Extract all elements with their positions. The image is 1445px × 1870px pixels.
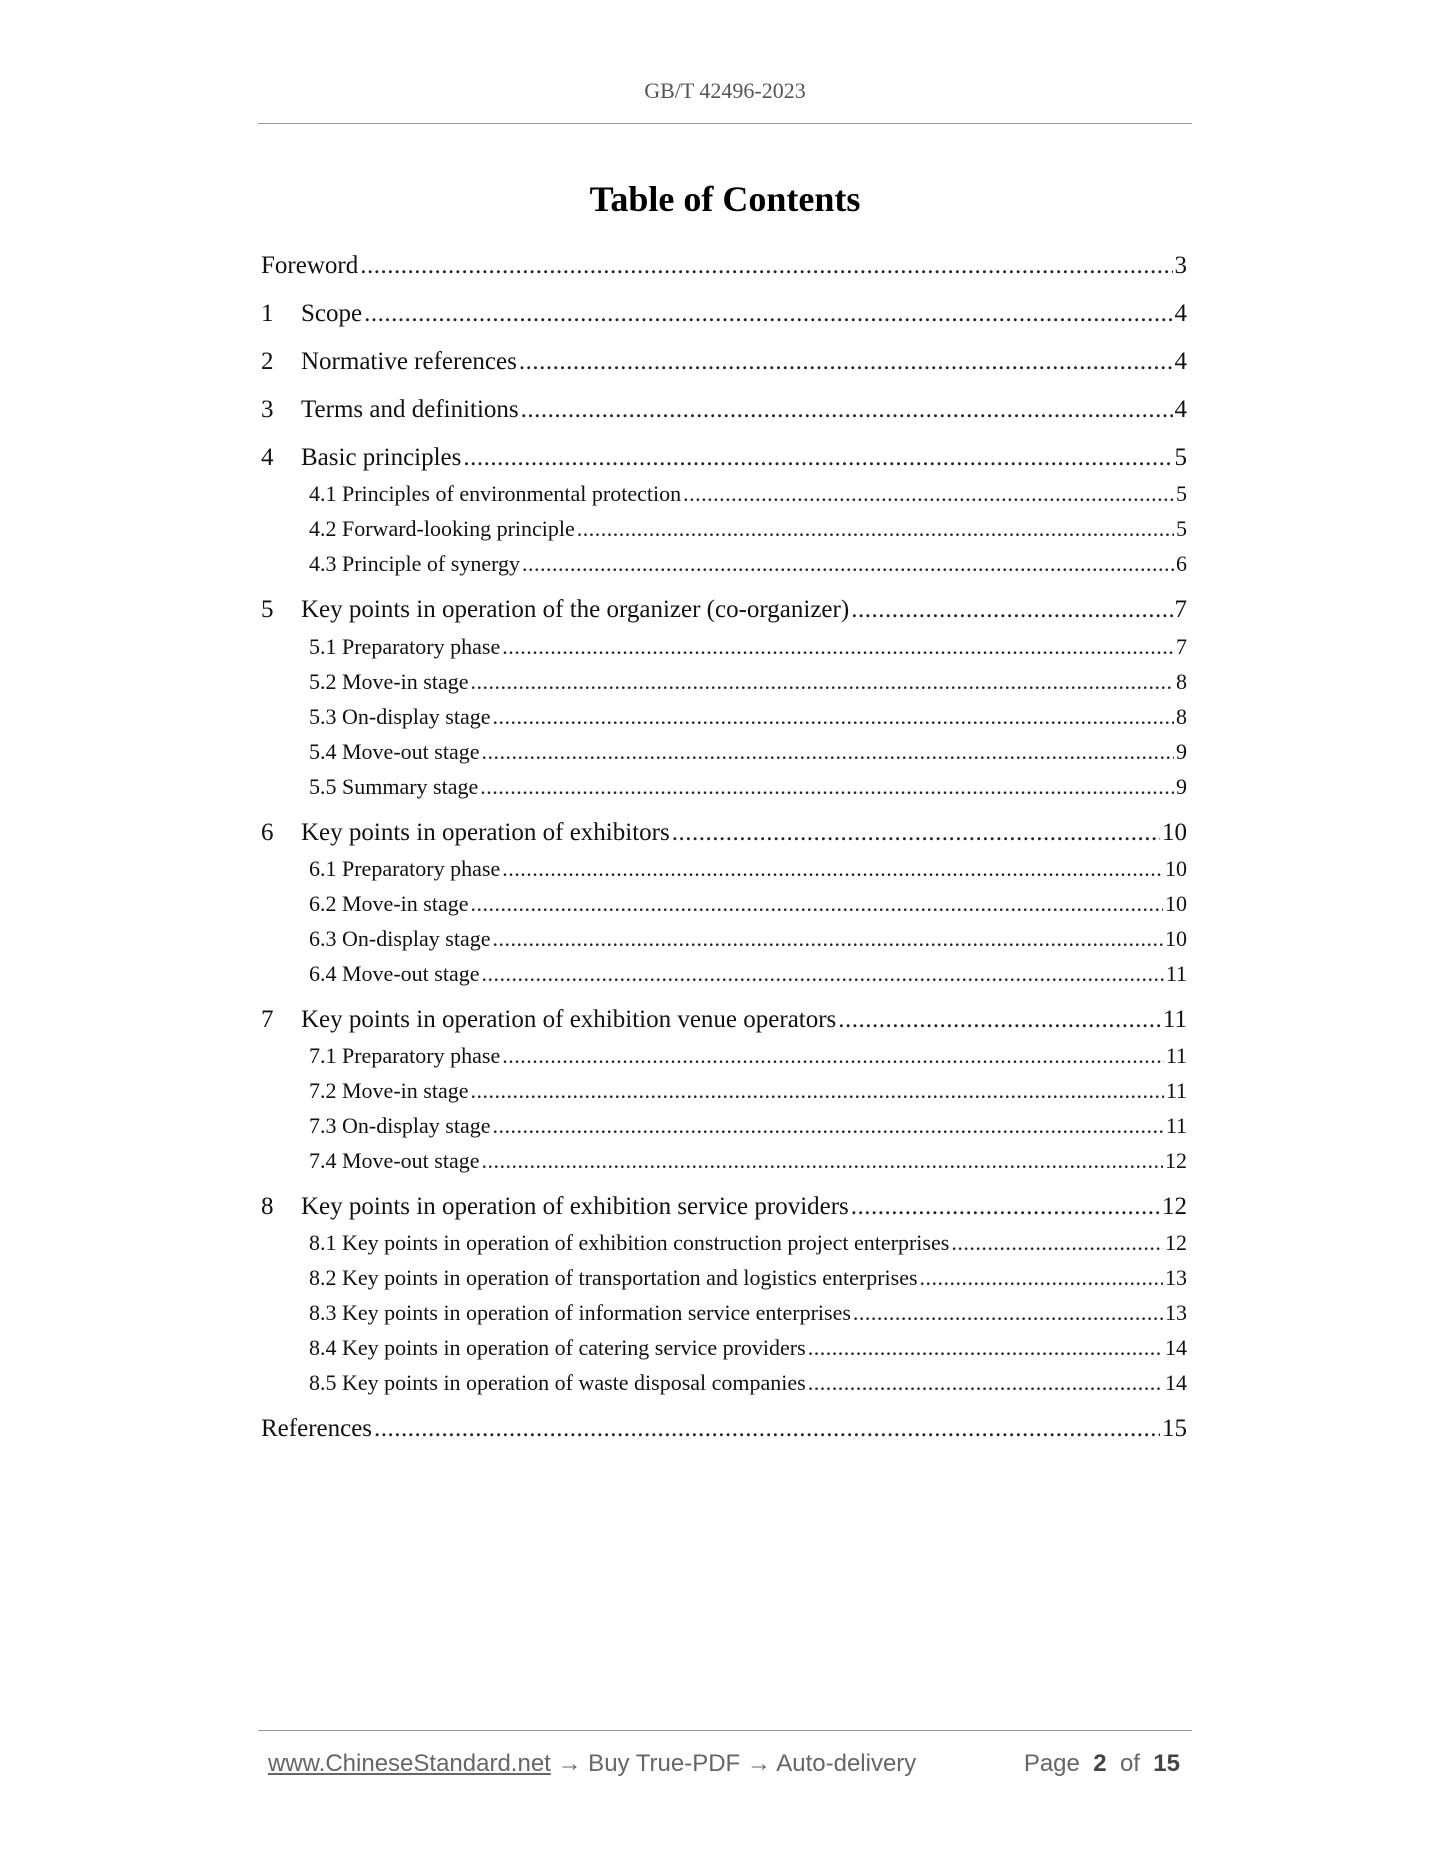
toc-entry-number: 4 <box>261 444 274 471</box>
toc-subentry-label: 5.4 Move-out stage <box>309 739 480 764</box>
toc-leader <box>851 1193 1160 1221</box>
website-link[interactable]: www.ChineseStandard.net <box>268 1750 551 1777</box>
toc-subentry-page: 13 <box>1165 1265 1187 1290</box>
toc-leader <box>492 704 1174 730</box>
toc-subentry-page: 7 <box>1176 634 1187 659</box>
toc-entry-page: 15 <box>1162 1415 1187 1442</box>
toc-entry[interactable] <box>261 819 1187 847</box>
toc-entry-label: Key points in operation of exhibition service providers <box>301 1193 849 1220</box>
page-word: Page <box>1023 1750 1080 1777</box>
current-page-number: 2 <box>1093 1750 1107 1777</box>
page-indicator <box>1024 1750 1180 1778</box>
toc-entry-label: Normative references <box>301 348 517 375</box>
toc-subentry-label: 6.3 On-display stage <box>309 926 491 951</box>
toc-entry-label: Terms and definitions <box>301 396 519 423</box>
toc-leader <box>683 481 1174 507</box>
toc-entry[interactable] <box>261 300 1187 328</box>
toc-subentry-label: 4.2 Forward-looking principle <box>309 516 575 541</box>
toc-subentry-page: 10 <box>1165 891 1187 916</box>
toc-subentry[interactable] <box>261 1230 1187 1256</box>
toc-subentry-label: 5.5 Summary stage <box>309 774 479 799</box>
toc-leader <box>577 516 1174 542</box>
toc-entry-label: References <box>261 1415 373 1442</box>
toc-subentry-page: 14 <box>1165 1335 1187 1360</box>
toc-leader <box>521 396 1173 424</box>
toc-subentry-label: 5.2 Move-in stage <box>309 669 469 694</box>
toc-entry[interactable] <box>261 1006 1187 1034</box>
toc-subentry-page: 11 <box>1165 961 1187 986</box>
toc-entry-number: 2 <box>261 348 274 375</box>
toc-leader <box>920 1265 1163 1291</box>
toc-subentry-label: 6.2 Move-in stage <box>309 891 469 916</box>
toc-leader <box>470 669 1174 695</box>
toc-subentry-label: 8.4 Key points in operation of catering service providers <box>309 1335 806 1360</box>
toc-entry-page: 4 <box>1174 348 1187 375</box>
toc-entry-number: 7 <box>261 1006 274 1033</box>
toc-subentry-page: 12 <box>1165 1230 1187 1255</box>
toc-subentry-page: 8 <box>1176 704 1187 729</box>
toc-entry[interactable] <box>261 1415 1187 1443</box>
toc-subentry-page: 11 <box>1165 1043 1187 1068</box>
toc-subentry-page: 13 <box>1165 1300 1187 1325</box>
toc-subentry[interactable] <box>261 1113 1187 1139</box>
toc-subentry-page: 10 <box>1165 856 1187 881</box>
total-page-number: 15 <box>1153 1750 1180 1777</box>
toc-entry-label: Foreword <box>261 252 359 279</box>
toc-subentry[interactable] <box>261 891 1187 917</box>
toc-subentry-label: 5.1 Preparatory phase <box>309 634 501 659</box>
toc-entry[interactable] <box>261 444 1187 472</box>
toc-subentry-label: 8.5 Key points in operation of waste disposal companies <box>309 1370 806 1395</box>
toc-leader <box>480 774 1174 800</box>
page-title: Table of Contents <box>589 179 861 219</box>
toc-entry-page: 3 <box>1174 252 1187 279</box>
toc-leader <box>470 1078 1163 1104</box>
toc-leader <box>522 551 1174 577</box>
toc-subentry[interactable] <box>261 551 1187 577</box>
toc-entry-label: Key points in operation of the organizer (co-organizer) <box>301 596 850 623</box>
toc-subentry-label: 8.3 Key points in operation of information service enterprises <box>309 1300 851 1325</box>
toc-leader <box>853 1300 1163 1326</box>
toc-entry-number: 3 <box>261 396 274 423</box>
toc-entry-number: 1 <box>261 300 274 327</box>
toc-leader <box>481 961 1163 987</box>
toc-subentry-label: 7.2 Move-in stage <box>309 1078 469 1103</box>
toc-subentry-page: 12 <box>1165 1148 1187 1173</box>
toc-entry-page: 12 <box>1162 1193 1187 1220</box>
toc-subentry-label: 4.1 Principles of environmental protection <box>309 481 682 506</box>
toc-subentry[interactable] <box>261 1043 1187 1069</box>
toc-entry-page: 11 <box>1162 1006 1187 1033</box>
toc-subentry-page: 9 <box>1176 774 1187 799</box>
toc-leader <box>519 348 1173 376</box>
toc-leader <box>492 926 1163 952</box>
toc-subentry-page: 6 <box>1176 551 1187 576</box>
toc-subentry[interactable] <box>261 1370 1187 1396</box>
toc-entry-page: 4 <box>1174 300 1187 327</box>
toc-entry-number: 6 <box>261 819 274 846</box>
toc-entry-page: 4 <box>1174 396 1187 423</box>
of-word: of <box>1119 1750 1140 1777</box>
toc-entry[interactable] <box>261 348 1187 376</box>
toc-subentry[interactable] <box>261 1265 1187 1291</box>
toc-subentry[interactable] <box>261 926 1187 952</box>
toc-leader <box>374 1415 1160 1443</box>
toc-leader <box>463 444 1172 472</box>
toc-entry[interactable] <box>261 396 1187 424</box>
toc-subentry-page: 5 <box>1176 516 1187 541</box>
toc-subentry[interactable] <box>261 704 1187 730</box>
document-code-header: GB/T 42496-2023 <box>644 78 806 103</box>
toc-subentry[interactable] <box>261 634 1187 660</box>
toc-subentry[interactable] <box>261 1300 1187 1326</box>
toc-leader <box>481 1148 1163 1174</box>
toc-subentry-label: 7.3 On-display stage <box>309 1113 491 1138</box>
toc-entry[interactable] <box>261 596 1187 624</box>
toc-leader <box>364 300 1172 328</box>
toc-entry[interactable] <box>261 1193 1187 1221</box>
toc-entry-number: 8 <box>261 1193 274 1220</box>
toc-subentry[interactable] <box>261 774 1187 800</box>
toc-leader <box>492 1113 1163 1139</box>
toc-leader <box>502 856 1163 882</box>
toc-leader <box>502 1043 1164 1069</box>
toc-leader <box>808 1335 1163 1361</box>
toc-entry[interactable] <box>261 252 1187 280</box>
toc-subentry-page: 11 <box>1165 1078 1187 1103</box>
toc-subentry[interactable] <box>261 856 1187 882</box>
toc-subentry-page: 10 <box>1165 926 1187 951</box>
toc-leader <box>851 596 1172 624</box>
toc-subentry-page: 9 <box>1176 739 1187 764</box>
footer-tagline: → Buy True-PDF → Auto-delivery <box>550 1750 917 1777</box>
toc-subentry-page: 8 <box>1176 669 1187 694</box>
toc-leader <box>470 891 1163 917</box>
toc-subentry-label: 7.1 Preparatory phase <box>309 1043 501 1068</box>
toc-leader <box>360 252 1172 280</box>
toc-subentry[interactable] <box>261 739 1187 765</box>
toc-leader <box>672 819 1160 847</box>
toc-leader <box>808 1370 1163 1396</box>
toc-subentry[interactable] <box>261 1335 1187 1361</box>
toc-entry-number: 5 <box>261 596 274 623</box>
toc-subentry[interactable] <box>261 669 1187 695</box>
toc-leader <box>951 1230 1163 1256</box>
toc-subentry-label: 6.4 Move-out stage <box>309 961 480 986</box>
toc-leader <box>838 1006 1161 1034</box>
toc-entry-page: 5 <box>1174 444 1187 471</box>
toc-subentry[interactable] <box>261 481 1187 507</box>
toc-entry-label: Basic principles <box>301 444 462 471</box>
toc-subentry-page: 11 <box>1165 1113 1187 1138</box>
toc-entry-label: Scope <box>301 300 363 327</box>
toc-subentry-label: 6.1 Preparatory phase <box>309 856 501 881</box>
toc-subentry-label: 8.1 Key points in operation of exhibition construction project enterprises <box>309 1230 950 1255</box>
toc-subentry-page: 14 <box>1165 1370 1187 1395</box>
toc-subentry[interactable] <box>261 961 1187 987</box>
toc-entry-label: Key points in operation of exhibitors <box>301 819 670 846</box>
toc-leader <box>481 739 1174 765</box>
toc-subentry[interactable] <box>261 1078 1187 1104</box>
toc-entry-page: 10 <box>1162 819 1187 846</box>
footer-promo <box>268 1750 916 1778</box>
header-divider <box>258 123 1192 124</box>
toc-subentry-label: 7.4 Move-out stage <box>309 1148 480 1173</box>
toc-entry-page: 7 <box>1174 596 1187 623</box>
toc-subentry-label: 8.2 Key points in operation of transportation and logistics enterprises <box>309 1265 918 1290</box>
toc-leader <box>502 634 1174 660</box>
toc-subentry-label: 5.3 On-display stage <box>309 704 491 729</box>
footer-divider <box>258 1730 1192 1731</box>
toc-subentry-label: 4.3 Principle of synergy <box>309 551 521 576</box>
toc-subentry-page: 5 <box>1176 481 1187 506</box>
toc-entry-label: Key points in operation of exhibition venue operators <box>301 1006 837 1033</box>
toc-subentry[interactable] <box>261 1148 1187 1174</box>
toc-subentry[interactable] <box>261 516 1187 542</box>
